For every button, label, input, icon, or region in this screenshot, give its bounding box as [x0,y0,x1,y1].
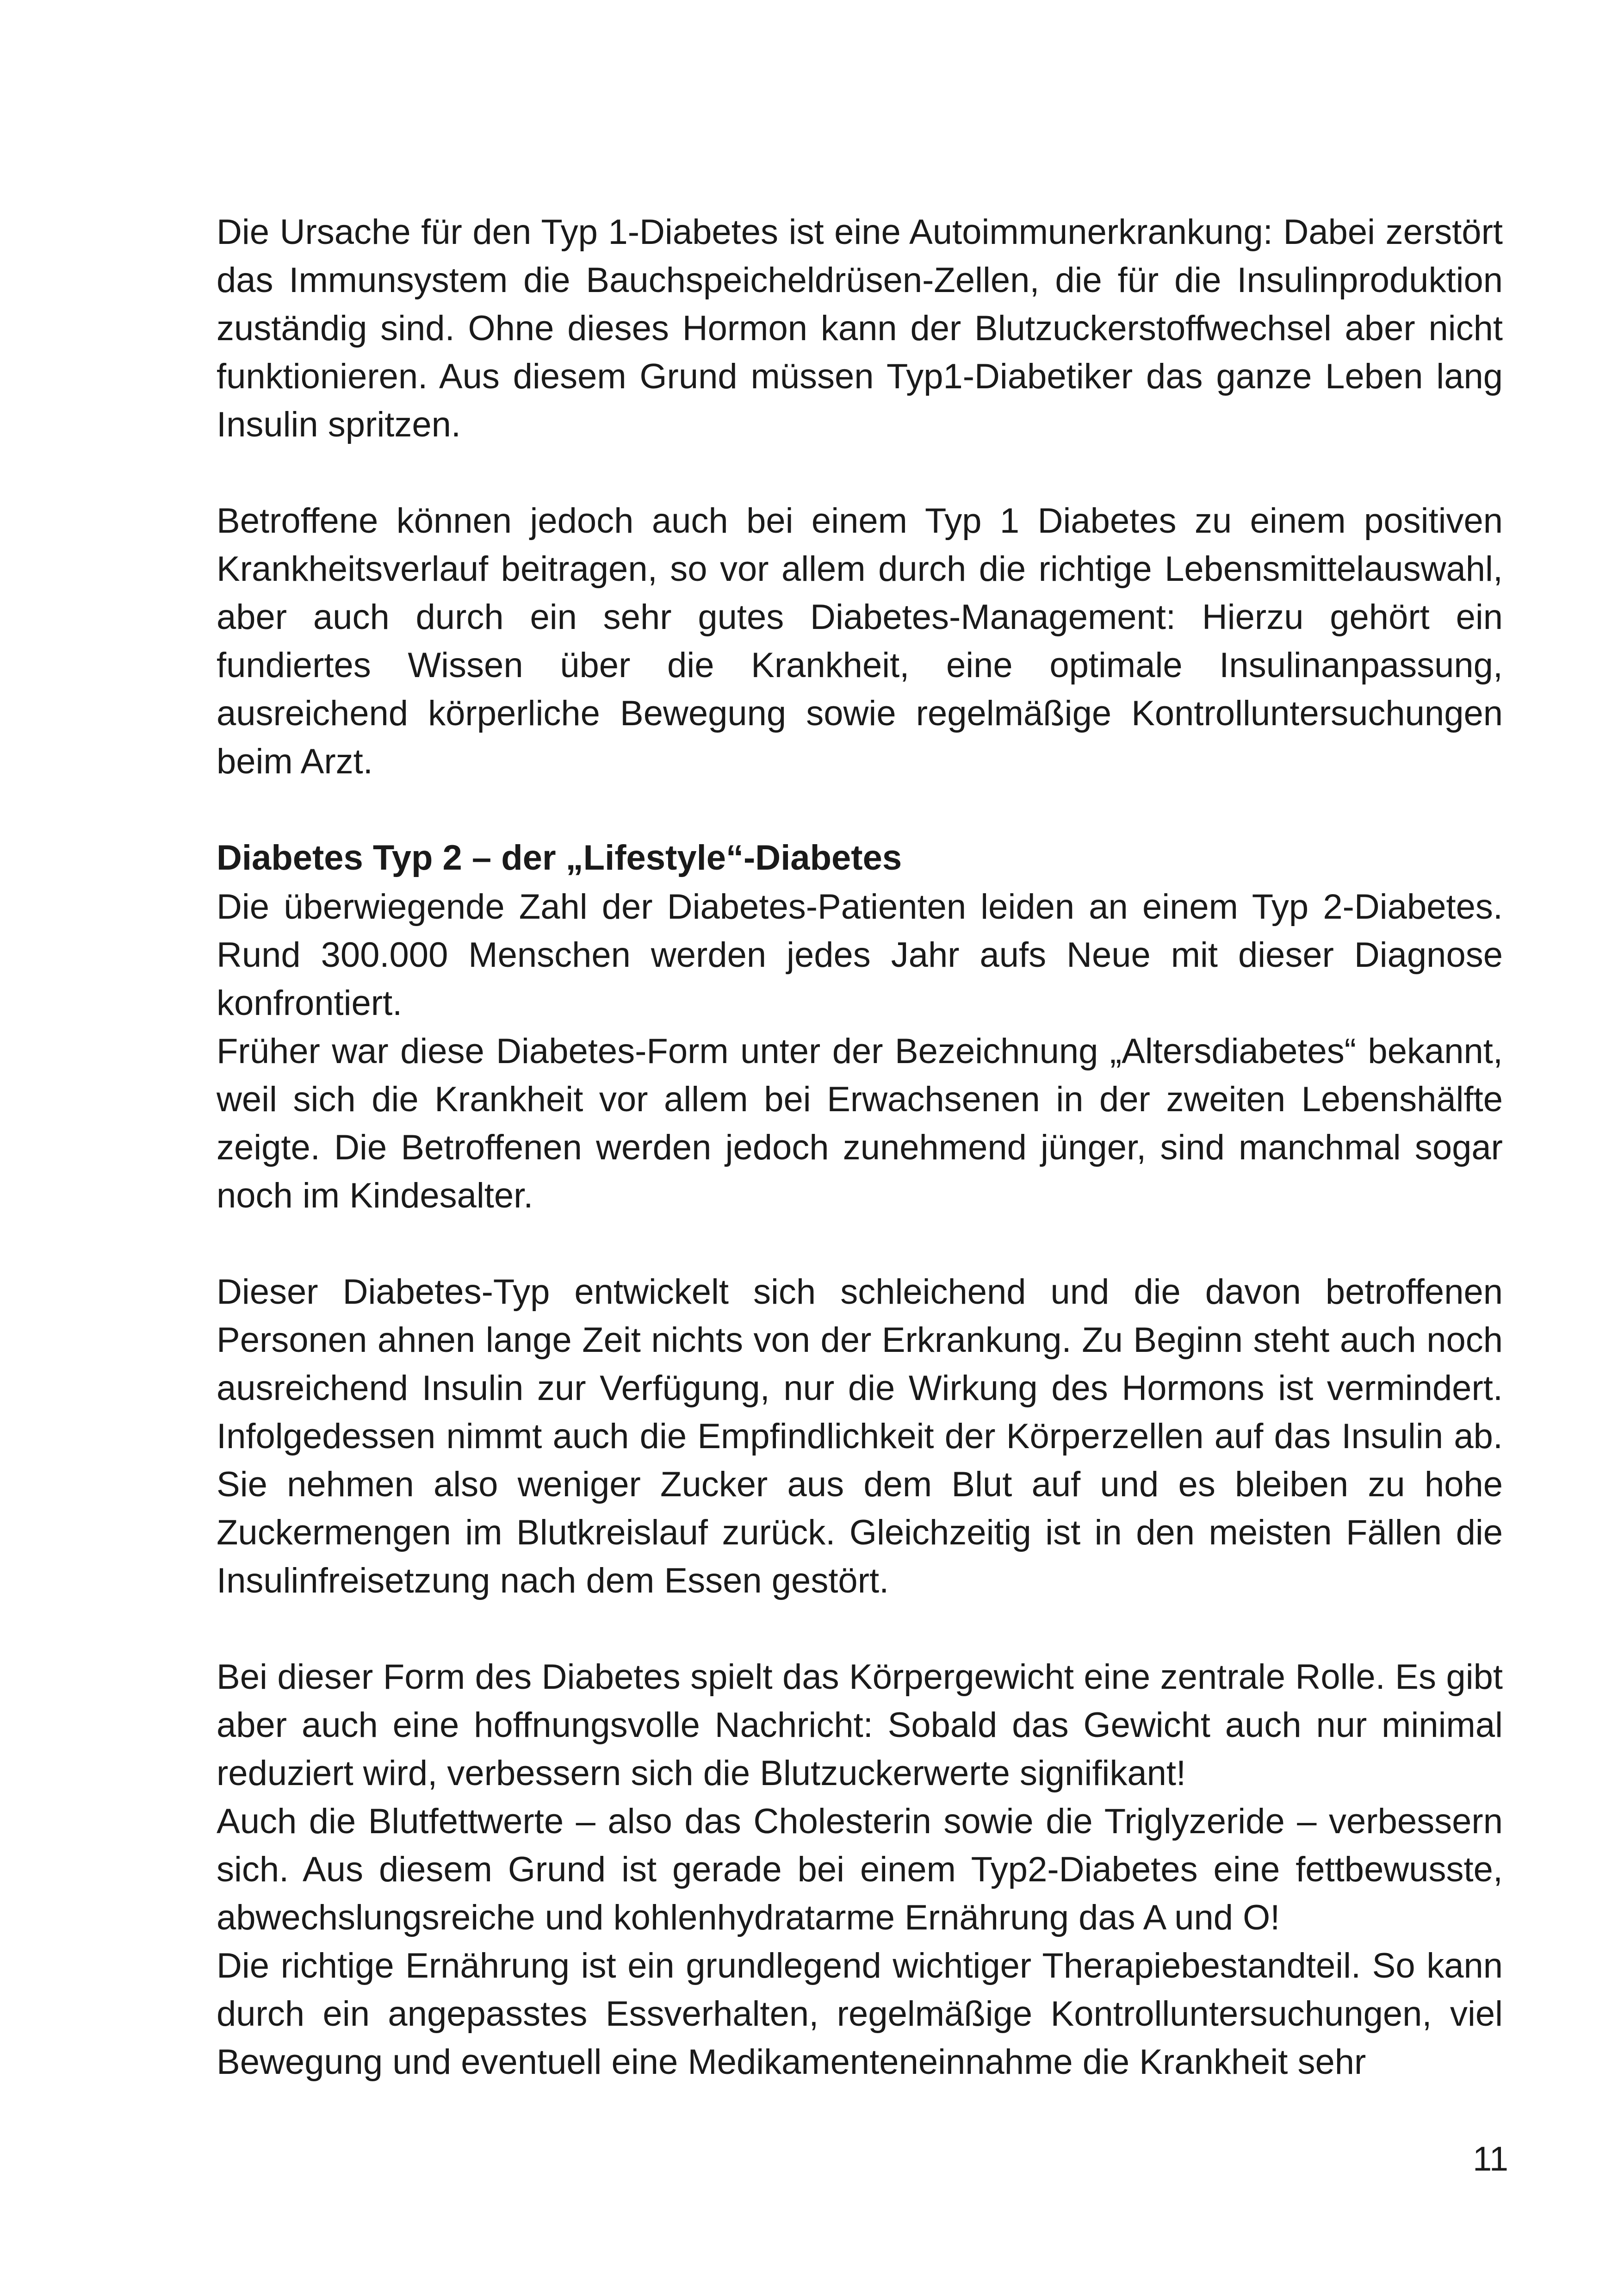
page-number: 11 [1473,2140,1508,2178]
paragraph-gap [217,1605,1503,1653]
section-text [217,883,1503,2086]
paragraph-typ2-blutfett: Auch die Blutfettwerte – also das Cholesterin sowie die Triglyzeride – verbessern sich. Aus diesem Grund ist gerade bei einem Typ2-Diabetes eine fettbewusste, abwechslungsreiche und kohlenhydratarme Ernährung das A und O! [217,1802,1503,1937]
paragraph-gap [217,786,1503,834]
paragraph-typ1-ursache: Die Ursache für den Typ 1-Diabetes ist eine Autoimmunerkrankung: Dabei zerstört das Immunsystem die Bauchspeicheldrüsen-Zellen, die für die Insulinproduktion zuständig sind. Ohne dieses Hormon kann der Blutzuckerstoffwechsel aber nicht funktionieren. Aus diesem Grund müssen Typ1-Diabetiker das ganze Leben lang Insulin spritzen. [217,212,1503,444]
paragraph-gap [217,449,1503,497]
section-heading-typ2: Diabetes Typ 2 – der „Lifestyle“-Diabetes [217,838,902,877]
paragraph-typ2-zahl: Die überwiegende Zahl der Diabetes-Patienten leiden an einem Typ 2-Diabetes. Rund 300.000 Menschen werden jedes Jahr aufs Neue mit dieser Diagnose konfrontiert. [217,887,1503,1023]
page-body [217,208,1503,2086]
paragraph-typ2-ernaehrung: Die richtige Ernährung ist ein grundlegend wichtiger Therapiebestandteil. So kann durch ein angepasstes Essverhalten, regelmäßige Kontrolluntersuchungen, viel Bewegung und eventuell eine Medikamenteneinnahme die Krankheit sehr [217,1946,1503,2082]
intro-text [217,208,1503,834]
paragraph-gap [217,1220,1503,1268]
paragraph-typ2-entwicklung: Dieser Diabetes-Typ entwickelt sich schleichend und die davon betroffenen Personen ahnen lange Zeit nichts von der Erkrankung. Zu Beginn steht auch noch ausreichend Insulin zur Verfügung, nur die Wirkung des Hormons ist vermindert. Infolgedessen nimmt auch die Empfindlichkeit der Körperzellen auf das Insulin ab. Sie nehmen also weniger Zucker aus dem Blut auf und es bleiben zu hohe Zuckermengen im Blutkreislauf zurück. Gleichzeitig ist in den meisten Fällen die Insulinfreisetzung nach dem Essen gestört. [217,1272,1503,1600]
paragraph-typ2-altersdiabetes: Früher war diese Diabetes-Form unter der Bezeichnung „Altersdiabetes“ bekannt, weil sich die Krankheit vor allem bei Erwachsenen in der zweiten Lebenshälfte zeigte. Die Betroffenen werden jedoch zunehmend jünger, sind manchmal sogar noch im Kindesalter. [217,1032,1503,1215]
paragraph-typ2-gewicht: Bei dieser Form des Diabetes spielt das Körpergewicht eine zentrale Rolle. Es gibt aber auch eine hoffnungsvolle Nachricht: Sobald das Gewicht auch nur minimal reduziert wird, verbessern sich die Blutzuckerwerte signifikant! [217,1657,1503,1793]
paragraph-typ1-management: Betroffene können jedoch auch bei einem Typ 1 Diabetes zu einem positiven Krankheitsverlauf beitragen, so vor allem durch die richtige Lebensmittelauswahl, aber auch durch ein sehr gutes Diabetes-Management: Hierzu gehört ein fundiertes Wissen über die Krankheit, eine optimale Insulinanpassung, ausreichend körperliche Bewegung sowie regelmäßige Kontrolluntersuchungen beim Arzt. [217,501,1503,781]
